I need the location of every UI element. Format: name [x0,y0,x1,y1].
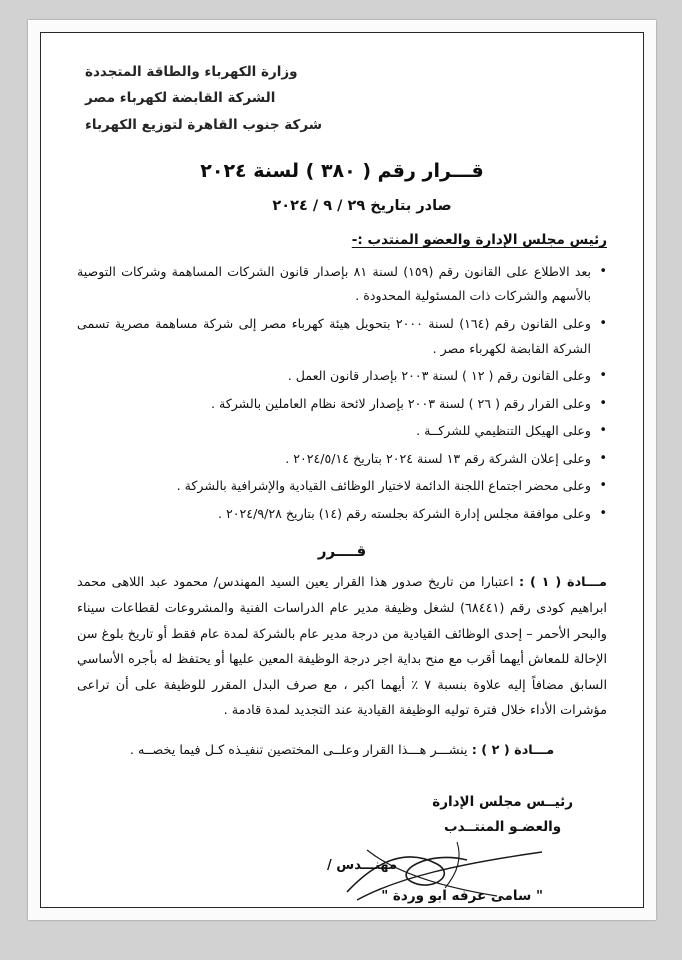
issuer-line: رئيس مجلس الإدارة والعضو المنتدب :- [351,231,607,248]
article-2 [77,738,607,764]
letterhead [77,59,607,138]
preamble-clause-list [77,260,607,526]
signature-title-line-1: رئيــس مجلس الإدارة [432,793,573,810]
decides-heading: قــــرر [317,542,367,561]
article-1-text: اعتبارا من تاريخ صدور هذا القرار يعين السيد المهندس/ محمود عبد اللاهى محمد ابراهيم كودى رقم (٦٨٤٤١) لشغل وظيفة مدير عام الدراسات الفنية والمشروعات لقطاعات سيناء والبحر الأحمر – إحدى الوظائف القيادية من درجة مدير عام بالشركة لمدة عام فقط أو تاريخ بلوغ سن الإحالة للمعاش أيهما أقرب مع منح بداية اجر درجة الوظيفة المعين عليها أو يحتفظ له بأجره الأساسي السابق مضافاً إليه علاوة بنسبة ٧ ٪ أيهما اكبر ، مع صرف البدل المقرر للوظيفة على أن تراعى مؤشرات الأداء خلال فترة توليه الوظيفة القيادية عند التجديد لمدة قادمة . [77,575,607,719]
list-item: • وعلى موافقة مجلس إدارة الشركة بجلسته رقم (١٤) بتاريخ ٢٠٢٤/٩/٢٨ . [77,502,607,527]
signature-block [77,790,607,930]
article-1 [77,570,607,724]
signature-title [432,790,573,841]
list-item: • وعلى القانون رقم (١٦٤) لسنة ٢٠٠٠ بتحويل هيئة كهرباء مصر إلى شركة مساهمة مصرية تسمى الشركة القابضة لكهرباء مصر . [77,312,607,361]
signature-title-line-2: والعضـو المنتــدب [444,819,562,836]
title-block [77,160,607,214]
list-item: • وعلى القانون رقم ( ١٢ ) لسنة ٢٠٠٣ بإصدار قانون العمل . [77,364,607,389]
letterhead-line-2: الشركة القابضة لكهرباء مصر [85,90,276,107]
decree-number-title: قـــرار رقم ( ٣٨٠ ) لسنة ٢٠٢٤ [200,159,484,182]
letterhead-line-3: شركة جنوب القاهرة لتوزيع الكهرباء [85,116,322,133]
list-item: • بعد الاطلاع على القانون رقم (١٥٩) لسنة ٨١ بإصدار قانون الشركات المساهمة وشركات التوصية بالأسهم والشركات ذات المسئولية المحدودة . [77,260,607,309]
document-content [41,33,643,907]
letterhead-line-1: وزارة الكهرباء والطاقة المتجددة [85,64,298,80]
list-item: • وعلى القرار رقم ( ٢٦ ) لسنة ٢٠٠٣ بإصدار لائحة نظام العاملين بالشركة . [77,392,607,417]
article-1-label: مـــادة ( ١ ) : [519,575,607,591]
signature-engineer-label: مهنـــدس / [327,857,397,873]
signature-name: " سامى عرفه ابو وردة " [381,887,543,904]
document-page [28,20,656,920]
decree-date: صادر بتاريخ ٢٩ / ٩ / ٢٠٢٤ [272,197,452,214]
list-item: • وعلى الهيكل التنظيمي للشركــة . [77,419,607,444]
list-item: • وعلى محضر اجتماع اللجنة الدائمة لاختيار الوظائف القيادية والإشرافية بالشركة . [77,474,607,499]
list-item: • وعلى إعلان الشركة رقم ١٣ لسنة ٢٠٢٤ بتاريخ ٢٠٢٤/٥/١٤ . [77,447,607,472]
article-2-text: ينشـــر هـــذا القرار وعلــى المختصين تنفيـذه كـل فيما يخصــه . [129,742,468,758]
article-2-label: مـــادة ( ٢ ) : [471,742,555,758]
page-border [40,32,644,908]
